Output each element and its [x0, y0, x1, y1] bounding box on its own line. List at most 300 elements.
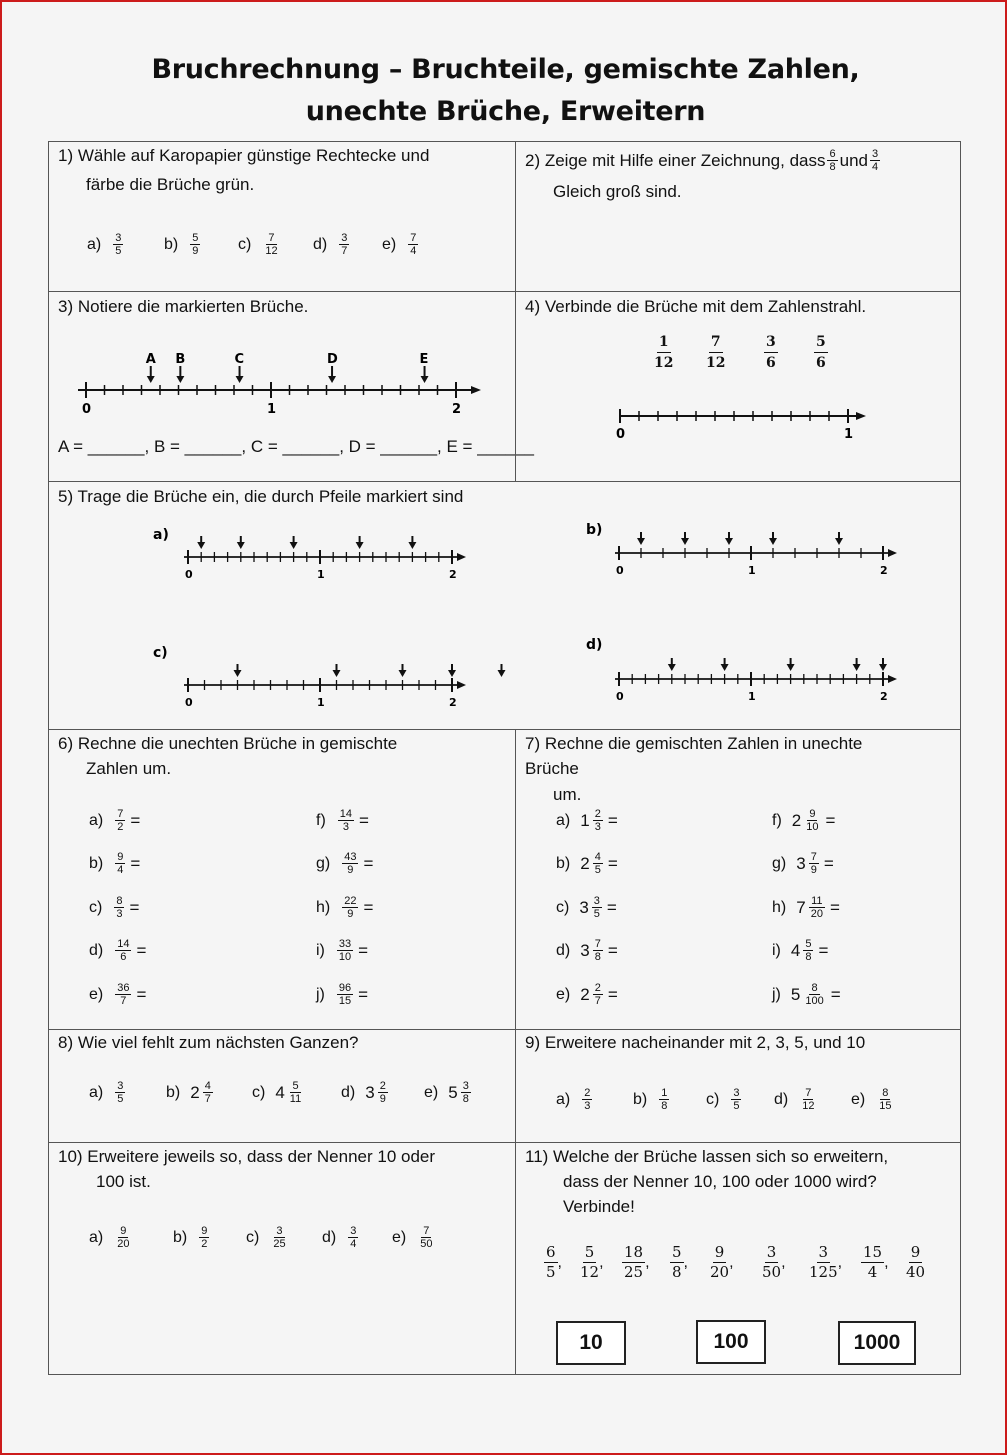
numerator: 7: [805, 1087, 812, 1099]
fraction: [544, 1243, 558, 1282]
task5-label-d: d): [586, 637, 603, 653]
fraction: [263, 232, 279, 257]
denominator: 2: [117, 821, 124, 833]
fraction-item: [164, 232, 202, 257]
denominator: 5: [546, 1263, 556, 1281]
fraction: [199, 1225, 209, 1250]
whole-number: 3: [580, 940, 590, 960]
equals-sign: =: [829, 897, 840, 917]
denominator: 25: [273, 1238, 286, 1250]
numerator: 5: [292, 1080, 299, 1092]
denominator: 5: [594, 864, 601, 876]
task4-cell: [515, 291, 961, 482]
denominator: 15: [879, 1100, 892, 1112]
denominator: 12: [580, 1263, 600, 1281]
denominator: 40: [906, 1263, 926, 1281]
item-label: b): [173, 1228, 188, 1246]
denominator: 100: [805, 995, 824, 1007]
numerator: 6: [546, 1243, 556, 1261]
item-label: g): [316, 854, 331, 872]
task11-line2: dass der Nenner 10, 100 oder 1000 wird?: [563, 1172, 877, 1191]
fraction: [580, 1243, 599, 1282]
pointer-arrow-head: [234, 670, 242, 677]
separator: ,: [781, 1253, 786, 1271]
fraction: [115, 851, 125, 876]
denominator: 9: [347, 908, 354, 920]
fraction-item: [762, 1243, 786, 1282]
whole-number: 2: [791, 810, 802, 830]
numerator: 2: [594, 808, 601, 820]
fraction-item: [87, 232, 125, 257]
numerator: 8: [811, 982, 818, 994]
task9-cell: [515, 1029, 961, 1143]
fraction: [659, 1087, 669, 1112]
tick-label: 1: [748, 690, 756, 703]
fraction: [809, 895, 825, 920]
pointer-arrow-head: [637, 538, 645, 545]
fraction: [706, 332, 725, 373]
tick-label: 2: [880, 564, 888, 577]
task3-answer-line: A = ______, B = ______, C = ______, D = ______, E = ______: [58, 437, 534, 456]
pointer-arrow-head: [237, 542, 245, 549]
item-label: e): [89, 985, 104, 1003]
denominator: 11: [289, 1093, 302, 1105]
numerator: 7: [810, 851, 817, 863]
fraction-item: [906, 1243, 925, 1282]
numerator: 9: [201, 1225, 208, 1237]
numerator: 1: [657, 332, 671, 353]
fraction-item: [316, 851, 373, 876]
pointer-arrow-head: [147, 376, 155, 383]
fraction-item: [774, 1087, 818, 1112]
denominator: 8: [805, 951, 812, 963]
numerator: 14: [117, 938, 130, 950]
denominator: 5: [117, 1093, 124, 1105]
numerator: 7: [410, 232, 417, 244]
equals-sign: =: [607, 984, 618, 1004]
fraction-item: [772, 982, 841, 1007]
task5-label-a: a): [153, 527, 169, 543]
numerator: 3: [593, 895, 600, 907]
fraction: [461, 1080, 471, 1105]
tick-label: 0: [82, 402, 92, 417]
marker-letter: D: [327, 352, 338, 367]
tick-label: 2: [449, 696, 457, 709]
numerator: 9: [714, 1243, 725, 1261]
equals-sign: =: [129, 897, 140, 917]
equals-sign: =: [830, 984, 841, 1004]
fraction-item: [424, 1080, 473, 1105]
fraction: [337, 982, 353, 1007]
item-label: f): [316, 811, 326, 829]
task8-cell: [48, 1029, 516, 1143]
fraction-item: [556, 938, 618, 963]
denominator: 7: [120, 995, 127, 1007]
task5-cell: [48, 481, 961, 730]
denominator: 5: [593, 908, 600, 920]
fraction-item: [316, 938, 368, 963]
denominator: 7: [204, 1093, 211, 1105]
fraction: [115, 1080, 125, 1105]
fraction-item: [851, 1087, 895, 1112]
tick-label: 1: [317, 568, 325, 581]
number-line-arrowhead: [888, 675, 897, 683]
pointer-arrow-head: [408, 542, 416, 549]
numerator: 7: [423, 1225, 430, 1237]
answer-box-100: 100: [696, 1320, 766, 1364]
task10-line2: 100 ist.: [96, 1172, 151, 1191]
pointer-arrow-head: [879, 664, 887, 671]
tick-label: 0: [185, 696, 193, 709]
fraction: [203, 1080, 213, 1105]
item-label: a): [556, 1090, 571, 1108]
denominator: 5: [733, 1100, 740, 1112]
denominator: 3: [342, 821, 349, 833]
numerator: 5: [805, 938, 812, 950]
item-label: e): [392, 1228, 407, 1246]
numerator: 7: [594, 938, 601, 950]
whole-number: 7: [796, 897, 806, 917]
item-label: h): [316, 898, 331, 916]
task3-cell: [48, 291, 534, 482]
fraction-item: [764, 332, 778, 373]
pointer-arrow-head: [356, 542, 364, 549]
whole-number: 3: [365, 1082, 375, 1102]
task6-cell: [48, 729, 516, 1030]
marker-letter: B: [175, 352, 186, 367]
denominator: 10: [806, 821, 819, 833]
whole-number: 5: [790, 984, 801, 1004]
fraction: [408, 232, 418, 257]
whole-number: 2: [580, 853, 590, 873]
numerator: 43: [344, 851, 357, 863]
task10-line1: 10) Erweitere jeweils so, dass der Nenner 10 oder: [58, 1147, 436, 1166]
fraction: [582, 1087, 592, 1112]
item-label: a): [556, 811, 571, 829]
fraction-item: [316, 808, 369, 833]
pointer-arrow-head: [681, 538, 689, 545]
whole-number: 3: [579, 897, 589, 917]
pointer-arrow-head: [236, 376, 244, 383]
tick-label: 0: [616, 564, 624, 577]
tick-label: 2: [880, 690, 888, 703]
denominator: 15: [338, 995, 352, 1007]
fraction: [348, 1225, 358, 1250]
whole-number: 3: [796, 853, 806, 873]
denominator: 6: [816, 355, 826, 371]
fraction-item: [238, 232, 282, 257]
numerator: 3: [766, 1243, 777, 1261]
denominator: 8: [594, 951, 601, 963]
fraction-item: [633, 1087, 671, 1112]
task2-cell: [515, 141, 961, 292]
fraction: [877, 1087, 893, 1112]
numerator: 14: [339, 808, 353, 820]
fraction: [800, 1087, 816, 1112]
task4-line1: 4) Verbinde die Brüche mit dem Zahlenstrahl.: [525, 297, 867, 316]
item-label: i): [772, 941, 781, 959]
denominator: 3: [594, 821, 601, 833]
fraction-item: [772, 808, 835, 833]
whole-number: 4: [275, 1082, 285, 1102]
item-label: d): [89, 941, 104, 959]
tick-label: 1: [317, 696, 325, 709]
fraction-item: [809, 1243, 842, 1282]
fraction-item: [556, 895, 617, 920]
separator: ,: [683, 1253, 688, 1271]
fraction-item: [814, 332, 828, 373]
item-label: a): [89, 1083, 104, 1101]
denominator: 3: [584, 1100, 591, 1112]
denominator: 4: [117, 864, 124, 876]
item-label: a): [89, 811, 104, 829]
denominator: 25: [624, 1263, 644, 1281]
fraction-item: [710, 1243, 734, 1282]
fraction-item: [382, 232, 420, 257]
denominator: 50: [762, 1263, 782, 1281]
denominator: 7: [341, 245, 348, 257]
numerator: 9: [117, 851, 124, 863]
tick-label: 0: [185, 568, 193, 581]
fraction-item: [313, 232, 351, 257]
fraction: [378, 1080, 388, 1105]
item-label: b): [166, 1083, 181, 1101]
numerator: 7: [709, 332, 723, 353]
pointer-arrow-head: [197, 542, 205, 549]
fraction-item: [772, 851, 834, 876]
numerator: 7: [268, 232, 275, 244]
numerator: 3: [350, 1225, 357, 1237]
fraction: [288, 1080, 303, 1105]
item-label: c): [246, 1228, 260, 1246]
item-label: d): [341, 1083, 356, 1101]
item-label: e): [382, 235, 397, 253]
task3-line1: 3) Notiere die markierten Brüche.: [58, 297, 309, 316]
fraction-item: [166, 1080, 215, 1105]
fraction: [592, 895, 602, 920]
numerator: 96: [338, 982, 352, 994]
numerator: 2: [594, 982, 601, 994]
numerator: 2: [379, 1080, 386, 1092]
fraction-item: [89, 1080, 127, 1105]
answer-box-1000: 1000: [838, 1321, 916, 1365]
fraction-item: [322, 1225, 360, 1250]
fraction: [804, 808, 820, 833]
fraction: [418, 1225, 434, 1250]
task5-label-b: b): [586, 522, 603, 538]
denominator: 125: [809, 1263, 838, 1281]
fraction-item: [173, 1225, 211, 1250]
denominator: 8: [462, 1093, 469, 1105]
numerator: 5: [192, 232, 199, 244]
whole-number: 2: [580, 984, 590, 1004]
task10-cell: [48, 1142, 516, 1375]
task5-number-lines: [49, 482, 962, 731]
numerator: 5: [814, 332, 828, 353]
task7-cell: [515, 729, 961, 1030]
pointer-arrow-head: [498, 670, 506, 677]
fraction: [271, 1225, 287, 1250]
number-line-arrowhead: [457, 553, 466, 561]
fraction-item: [89, 851, 140, 876]
denominator: 8: [661, 1100, 668, 1112]
pointer-arrow-head: [787, 664, 795, 671]
fraction: [593, 982, 603, 1007]
separator: ,: [837, 1253, 843, 1271]
separator: ,: [729, 1253, 734, 1271]
fraction: [593, 851, 603, 876]
numerator: 3: [341, 232, 348, 244]
item-label: g): [772, 854, 787, 872]
item-label: d): [313, 235, 328, 253]
tick-label: 2: [452, 402, 462, 417]
task6-line2: Zahlen um.: [86, 759, 172, 778]
fraction-item: [89, 982, 146, 1007]
tick-label: 0: [616, 427, 626, 442]
pointer-arrow-head: [769, 538, 777, 545]
task2-line2: Gleich groß sind.: [553, 182, 682, 201]
fraction-item: [556, 982, 618, 1007]
task5-line1: 5) Trage die Brüche ein, die durch Pfeile markiert sind: [58, 487, 464, 506]
item-label: e): [424, 1083, 439, 1101]
number-line-arrowhead: [457, 681, 466, 689]
equals-sign: =: [607, 940, 618, 960]
equals-sign: =: [607, 810, 618, 830]
numerator: 3: [115, 232, 122, 244]
fraction: [809, 851, 819, 876]
fraction-item: [544, 1243, 562, 1282]
item-label: b): [633, 1090, 648, 1108]
fraction: [338, 808, 354, 833]
fraction: [622, 1243, 645, 1282]
item-label: j): [316, 985, 325, 1003]
task4-number-line: [516, 292, 962, 483]
numerator: 7: [117, 808, 124, 820]
fraction: [342, 895, 358, 920]
denominator: 4: [350, 1238, 357, 1250]
denominator: 9: [192, 245, 199, 257]
equals-sign: =: [606, 897, 617, 917]
denominator: 50: [420, 1238, 433, 1250]
fraction-item: [316, 895, 373, 920]
item-label: j): [772, 985, 781, 1003]
whole-number: 1: [580, 810, 590, 830]
fraction: [114, 895, 124, 920]
fraction-item: [772, 895, 840, 920]
item-label: h): [772, 898, 787, 916]
item-label: a): [89, 1228, 104, 1246]
fraction: [113, 232, 123, 257]
task11-cell: [515, 1142, 961, 1375]
pointer-arrow-head: [721, 664, 729, 671]
task11-line1: 11) Welche der Brüche lassen sich so erweitern,: [525, 1147, 889, 1166]
numerator: 3: [818, 1243, 829, 1261]
fraction-item: [252, 1080, 305, 1105]
tick-label: 2: [449, 568, 457, 581]
numerator: 5: [584, 1243, 595, 1261]
tick-label: 0: [616, 690, 624, 703]
task11-line3: Verbinde!: [563, 1197, 635, 1216]
page-title-line1: Bruchrechnung – Bruchteile, gemischte Zahlen,: [151, 54, 860, 85]
item-label: i): [316, 941, 325, 959]
fraction-item: [556, 851, 618, 876]
task6-line1: 6) Rechne die unechten Brüche in gemischte: [58, 734, 398, 753]
whole-number: 2: [190, 1082, 200, 1102]
task2-text: 2) Zeige mit Hilfe einer Zeichnung, dass: [525, 150, 826, 170]
pointer-arrow-head: [725, 538, 733, 545]
task8-line1: 8) Wie viel fehlt zum nächsten Ganzen?: [58, 1033, 359, 1052]
marker-letter: A: [145, 352, 156, 367]
fraction-item: [89, 895, 139, 920]
fraction: [339, 232, 349, 257]
equals-sign: =: [363, 853, 374, 873]
fraction-item: [556, 808, 618, 833]
numerator: 9: [120, 1225, 127, 1237]
fraction-item: [89, 1225, 133, 1250]
denominator: 4: [867, 1263, 878, 1281]
numerator: 8: [882, 1087, 889, 1099]
equals-sign: =: [359, 810, 369, 830]
item-label: c): [238, 235, 252, 253]
numerator: 5: [672, 1243, 682, 1261]
fraction: [809, 1243, 838, 1282]
fraction: [342, 851, 358, 876]
fraction: [654, 332, 673, 373]
separator: ,: [557, 1253, 562, 1271]
whole-number: 4: [790, 940, 801, 960]
numerator: 4: [204, 1080, 211, 1092]
item-label: b): [164, 235, 179, 253]
equals-sign: =: [363, 897, 374, 917]
fraction-item: [341, 1080, 390, 1105]
fraction-item: [706, 1087, 743, 1112]
numerator: 36: [117, 982, 130, 994]
item-label: a): [87, 235, 102, 253]
pointer-arrow-head: [399, 670, 407, 677]
item-label: d): [322, 1228, 337, 1246]
numerator: 18: [624, 1243, 644, 1261]
fraction: [337, 938, 353, 963]
fraction: [115, 938, 131, 963]
task1-line2: färbe die Brüche grün.: [86, 175, 255, 194]
fraction: [814, 332, 828, 373]
denominator: 6: [766, 355, 776, 371]
numerator: 11: [811, 895, 823, 907]
denominator: 6: [120, 951, 127, 963]
fraction-item: [580, 1243, 604, 1282]
separator: ,: [884, 1253, 889, 1271]
item-label: d): [556, 941, 571, 959]
marker-letter: E: [419, 352, 429, 367]
task2-fraction-2: $\frac{3}{4}$: [871, 148, 879, 173]
equals-sign: =: [607, 853, 618, 873]
fraction-item: [622, 1243, 650, 1282]
denominator: 4: [410, 245, 417, 257]
numerator: 3: [117, 1080, 124, 1092]
denominator: 7: [594, 995, 601, 1007]
answer-box-10: 10: [556, 1321, 626, 1365]
fraction-item: [772, 938, 828, 963]
fraction: [803, 982, 825, 1007]
denominator: 9: [347, 864, 354, 876]
whole-number: 5: [448, 1082, 458, 1102]
task2-fraction-1: $\frac{6}{8}$: [829, 148, 836, 173]
denominator: 12: [265, 245, 278, 257]
pointer-arrow-head: [853, 664, 861, 671]
pointer-arrow-head: [421, 376, 429, 383]
equals-sign: =: [823, 853, 834, 873]
separator: ,: [645, 1253, 650, 1271]
